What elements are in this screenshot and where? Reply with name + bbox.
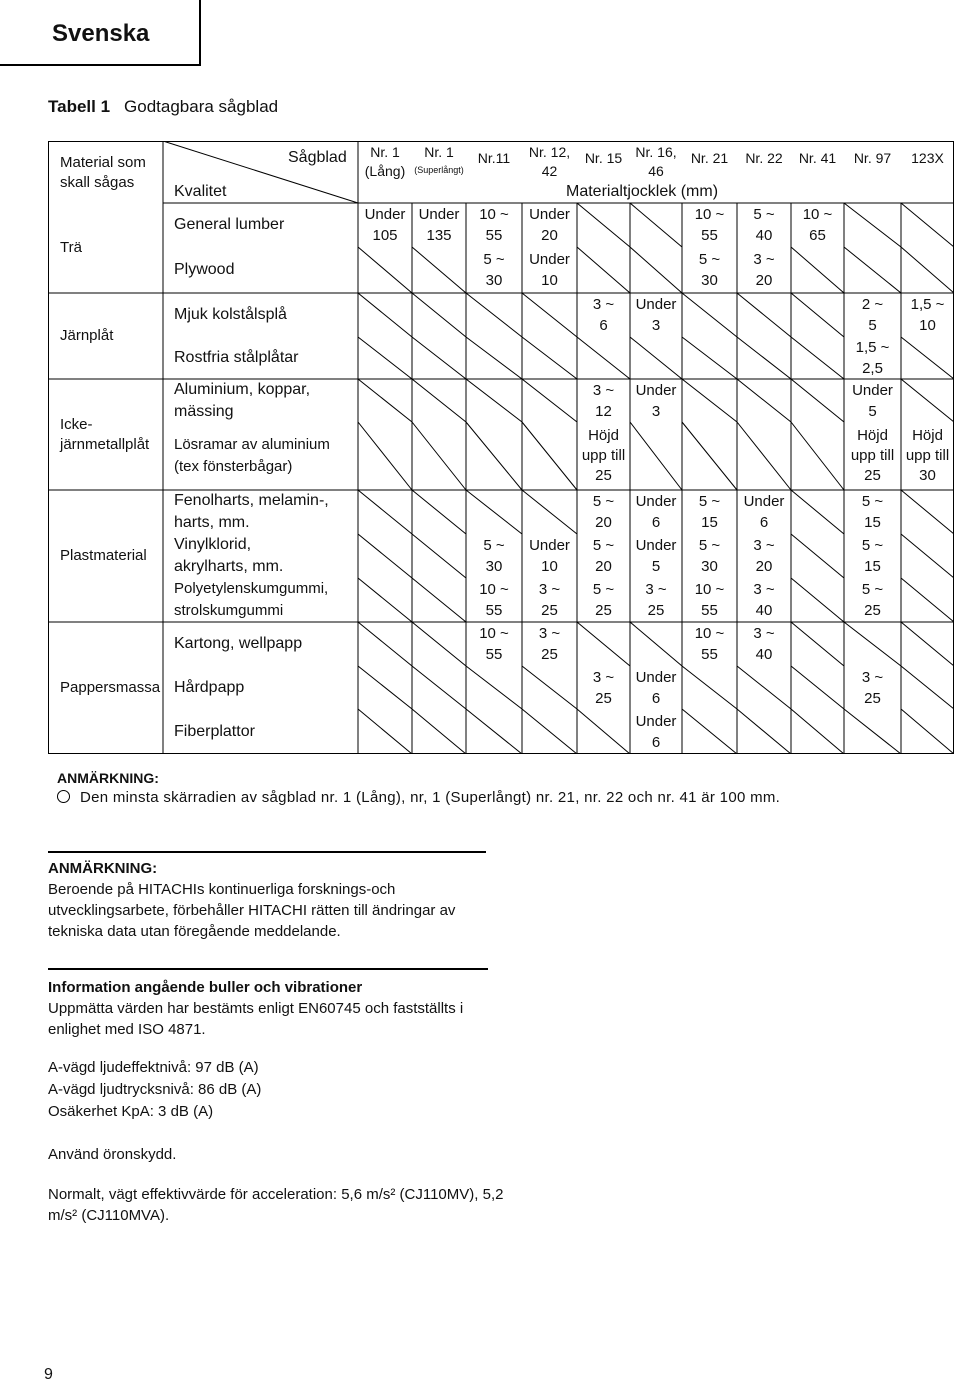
quality-label: Hårdpapp — [174, 678, 245, 696]
empty-cell-slash — [737, 379, 791, 422]
empty-cell-slash — [737, 422, 791, 490]
blade-header: 123X — [911, 150, 944, 166]
table-cell: Under 6 — [635, 712, 677, 751]
blade-header-nr: Nr. 1 — [424, 144, 454, 160]
empty-cell-slash — [412, 422, 466, 490]
empty-cell-slash — [412, 490, 466, 534]
empty-cell-slash — [682, 337, 737, 379]
empty-cell-slash — [901, 203, 954, 247]
info-section — [48, 977, 508, 1040]
acceleration: Normalt, vägt effektivvärde för acceleration: 5,6 m/s² (CJ110MV), 5,2 m/s² (CJ110MVA). — [48, 1186, 504, 1224]
empty-cell-slash — [682, 293, 737, 337]
empty-cell-slash — [901, 666, 954, 709]
table-cell: Under 3 — [635, 381, 677, 420]
empty-cell-slash — [791, 622, 844, 666]
empty-cell-slash — [412, 337, 466, 379]
empty-cell-slash — [682, 379, 737, 422]
empty-cell-slash — [577, 247, 630, 293]
empty-cell-slash — [844, 622, 901, 666]
empty-cell-slash — [358, 337, 412, 379]
table-cell: 3 ~ 25 — [592, 668, 615, 707]
note1 — [57, 789, 780, 806]
empty-cell-slash — [358, 534, 412, 578]
table-cell: 2 ~ 5 — [861, 296, 884, 334]
table-cell: Under 135 — [418, 206, 460, 244]
table-cell: Under 5 — [852, 381, 893, 420]
quality-label: Kartong, wellpapp — [174, 635, 303, 652]
bullet-circle-icon — [57, 790, 70, 803]
table-cell: 5 ~ 30 — [483, 251, 505, 289]
table-label: Tabell 1 — [48, 97, 111, 116]
empty-cell-slash — [901, 709, 954, 754]
group-label: Icke- järnmetallplåt — [60, 415, 150, 453]
empty-cell-slash — [358, 666, 412, 709]
blade-header — [412, 143, 466, 178]
quality-label: Aluminium, koppar, mässing — [174, 380, 311, 420]
empty-cell-slash — [412, 666, 466, 709]
table-cell: 3 ~ 12 — [592, 381, 615, 420]
table-cell: 5 ~ 30 — [483, 537, 505, 575]
group-label: Pappersmassa — [60, 679, 161, 696]
table-cell: 5 ~ 15 — [698, 493, 721, 531]
quality-label: Rostfria stålplåtar — [174, 349, 299, 366]
table-cell: 5 ~ 30 — [698, 251, 721, 289]
empty-cell-slash — [466, 422, 522, 490]
empty-cell-slash — [466, 490, 522, 534]
vibration-values — [48, 1057, 261, 1123]
empty-cell-slash — [901, 247, 954, 293]
empty-cell-slash — [791, 337, 844, 379]
table-cell: 3 ~ 25 — [645, 581, 667, 619]
page-number: 9 — [44, 1366, 53, 1383]
empty-cell-slash — [577, 337, 630, 379]
table-cell: 5 ~ 30 — [698, 537, 721, 575]
table-cell: Under 3 — [635, 296, 677, 334]
empty-cell-slash — [630, 203, 682, 247]
empty-cell-slash — [901, 578, 954, 622]
table-cell: 10 ~ 55 — [479, 581, 509, 619]
group-label: Trä — [60, 239, 82, 256]
quality-label: General lumber — [174, 216, 285, 233]
blade-header: Nr. 12, 42 — [528, 144, 571, 179]
empty-cell-slash — [844, 247, 901, 293]
empty-cell-slash — [737, 293, 791, 337]
group-label: Järnplåt — [60, 327, 114, 344]
table-cell: Under 10 — [529, 251, 570, 289]
blade-header: Nr. 41 — [798, 150, 837, 166]
table-cell: 3 ~ 6 — [592, 296, 615, 334]
empty-cell-slash — [901, 490, 954, 534]
empty-cell-slash — [844, 203, 901, 247]
divider — [48, 851, 486, 853]
blade-header: Nr. 22 — [745, 150, 783, 166]
table-cell: 3 ~ 25 — [538, 581, 561, 619]
table-cell: 1,5 ~ 2,5 — [855, 339, 890, 377]
table-cell: 10 ~ 55 — [694, 625, 725, 663]
language-label: Svenska — [52, 20, 150, 47]
table-cell: 10 ~ 65 — [802, 206, 833, 244]
divider — [48, 968, 488, 970]
empty-cell-slash — [682, 666, 737, 709]
empty-cell-slash — [358, 379, 412, 422]
table-cell: Under 105 — [364, 206, 406, 244]
empty-cell-slash — [577, 709, 630, 754]
table-cell: Under 5 — [635, 537, 677, 575]
quality-label: Plywood — [174, 261, 235, 278]
empty-cell-slash — [791, 247, 844, 293]
empty-cell-slash — [358, 293, 412, 337]
table-cell: 10 ~ 55 — [694, 206, 725, 244]
empty-cell-slash — [522, 666, 577, 709]
empty-cell-slash — [412, 379, 466, 422]
note1-title: ANMÄRKNING: — [57, 770, 159, 786]
table-cell: Under 6 — [743, 493, 785, 531]
header-thickness: Materialtjocklek (mm) — [566, 183, 719, 200]
empty-cell-slash — [466, 709, 522, 754]
empty-cell-slash — [844, 709, 901, 754]
empty-cell-slash — [791, 422, 844, 490]
empty-cell-slash — [791, 578, 844, 622]
note2 — [48, 858, 508, 942]
quality-label: Lösramar av aluminium (tex fönsterbågar) — [174, 436, 330, 475]
group-label: Plastmaterial — [60, 547, 147, 564]
empty-cell-slash — [577, 622, 630, 666]
table-caption — [48, 97, 278, 117]
empty-cell-slash — [791, 490, 844, 534]
empty-cell-slash — [412, 293, 466, 337]
empty-cell-slash — [522, 337, 577, 379]
quality-label: Vinylklorid, akrylharts, mm. — [174, 536, 284, 575]
table-cell: Under 6 — [635, 668, 677, 707]
empty-cell-slash — [791, 293, 844, 337]
blade-header: Nr. 16, 46 — [635, 144, 677, 179]
empty-cell-slash — [466, 293, 522, 337]
empty-cell-slash — [466, 379, 522, 422]
empty-cell-slash — [901, 622, 954, 666]
table-cell: 5 ~ 25 — [592, 581, 615, 619]
empty-cell-slash — [358, 247, 412, 293]
language-tab — [0, 0, 201, 66]
empty-cell-slash — [522, 379, 577, 422]
table-cell: Under 20 — [529, 206, 570, 244]
empty-cell-slash — [358, 709, 412, 754]
empty-cell-slash — [466, 666, 522, 709]
table-cell: 1,5 ~ 10 — [910, 296, 945, 334]
table-cell: 5 ~ 20 — [592, 493, 615, 531]
table-cell: 3 ~ 25 — [538, 625, 561, 663]
empty-cell-slash — [358, 578, 412, 622]
empty-cell-slash — [412, 709, 466, 754]
note2-text: Beroende på HITACHIs kontinuerliga forsknings-och utvecklingsarbete, förbehåller HITACHI rätten till ändringar av tekniska data utan föregående meddelande. — [48, 881, 456, 940]
empty-cell-slash — [682, 709, 737, 754]
empty-cell-slash — [682, 422, 737, 490]
header-material: Material som skall sågas — [60, 154, 146, 191]
empty-cell-slash — [522, 490, 577, 534]
table-cell: 3 ~ 20 — [753, 251, 775, 289]
empty-cell-slash — [737, 666, 791, 709]
empty-cell-slash — [412, 622, 466, 666]
empty-cell-slash — [522, 293, 577, 337]
empty-cell-slash — [630, 337, 682, 379]
empty-cell-slash — [522, 709, 577, 754]
table-cell: 5 ~ 25 — [861, 581, 884, 619]
table-cell: 3 ~ 40 — [753, 625, 775, 663]
table-cell: Under 10 — [529, 537, 570, 575]
quality-label: Mjuk kolstålsplå — [174, 306, 287, 323]
blade-header: Nr. 1 (Lång) — [364, 144, 406, 179]
table-cell: 10 ~ 55 — [479, 206, 509, 244]
empty-cell-slash — [737, 709, 791, 754]
empty-cell-slash — [412, 534, 466, 578]
table-cell: 5 ~ 15 — [861, 537, 884, 575]
blade-header: Nr. 21 — [690, 150, 729, 166]
empty-cell-slash — [412, 578, 466, 622]
sound-power: A-vägd ljudeffektnivå: 97 dB (A) — [48, 1059, 259, 1076]
empty-cell-slash — [901, 534, 954, 578]
note2-title: ANMÄRKNING: — [48, 860, 158, 877]
header-blade: Sågblad — [288, 149, 347, 166]
table-cell: 5 ~ 20 — [592, 537, 615, 575]
empty-cell-slash — [358, 622, 412, 666]
empty-cell-slash — [901, 337, 954, 379]
empty-cell-slash — [791, 666, 844, 709]
blade-header: Nr. 97 — [853, 150, 892, 166]
uncertainty: Osäkerhet KpA: 3 dB (A) — [48, 1103, 214, 1120]
table-cell: 10 ~ 55 — [694, 581, 725, 619]
blade-header: Nr. 15 — [584, 150, 623, 166]
table-cell: 5 ~ 40 — [753, 206, 775, 244]
quality-label: Polyetylenskumgummi, strolskumgummi — [174, 580, 329, 619]
table-cell: 10 ~ 55 — [479, 625, 509, 663]
table-cell: 3 ~ 20 — [753, 537, 775, 575]
empty-cell-slash — [412, 247, 466, 293]
header-quality: Kvalitet — [174, 183, 227, 200]
empty-cell-slash — [466, 337, 522, 379]
table-cell: 3 ~ 40 — [753, 581, 775, 619]
empty-cell-slash — [630, 622, 682, 666]
table-title: Godtagbara sågblad — [124, 97, 279, 116]
empty-cell-slash — [737, 337, 791, 379]
table-cell: Höjd upp till 30 — [905, 427, 950, 484]
table-cell: Under 6 — [635, 493, 677, 531]
empty-cell-slash — [630, 247, 682, 293]
empty-cell-slash — [630, 422, 682, 490]
empty-cell-slash — [791, 379, 844, 422]
sound-pressure: A-vägd ljudtrycksnivå: 86 dB (A) — [48, 1081, 262, 1098]
empty-cell-slash — [901, 379, 954, 422]
table-cell: Höjd upp till 25 — [581, 427, 626, 484]
table-cell: 5 ~ 15 — [861, 493, 884, 531]
info-text: Uppmätta värden har bestämts enligt EN60745 och fastställts i enlighet med ISO 4871. — [48, 1000, 464, 1038]
ear-protection: Använd öronskydd. — [48, 1146, 177, 1163]
info-title: Information angående buller och vibrationer — [48, 979, 363, 996]
blade-table — [48, 141, 954, 754]
empty-cell-slash — [358, 490, 412, 534]
note1-text: Den minsta skärradien av sågblad nr. 1 (Lång), nr, 1 (Superlångt) nr. 21, nr. 22 och nr. 41 är 100 mm. — [80, 789, 781, 806]
blade-header: Nr.11 — [477, 150, 511, 166]
empty-cell-slash — [577, 203, 630, 247]
table-cell: 3 ~ 25 — [861, 668, 884, 707]
quality-label: Fenolharts, melamin-, harts, mm. — [174, 492, 329, 531]
blade-header-superlangt: (Superlångt) — [414, 165, 464, 175]
table-cell: Höjd upp till 25 — [850, 427, 895, 484]
empty-cell-slash — [791, 534, 844, 578]
empty-cell-slash — [358, 422, 412, 490]
empty-cell-slash — [522, 422, 577, 490]
quality-label: Fiberplattor — [174, 722, 255, 740]
empty-cell-slash — [791, 709, 844, 754]
